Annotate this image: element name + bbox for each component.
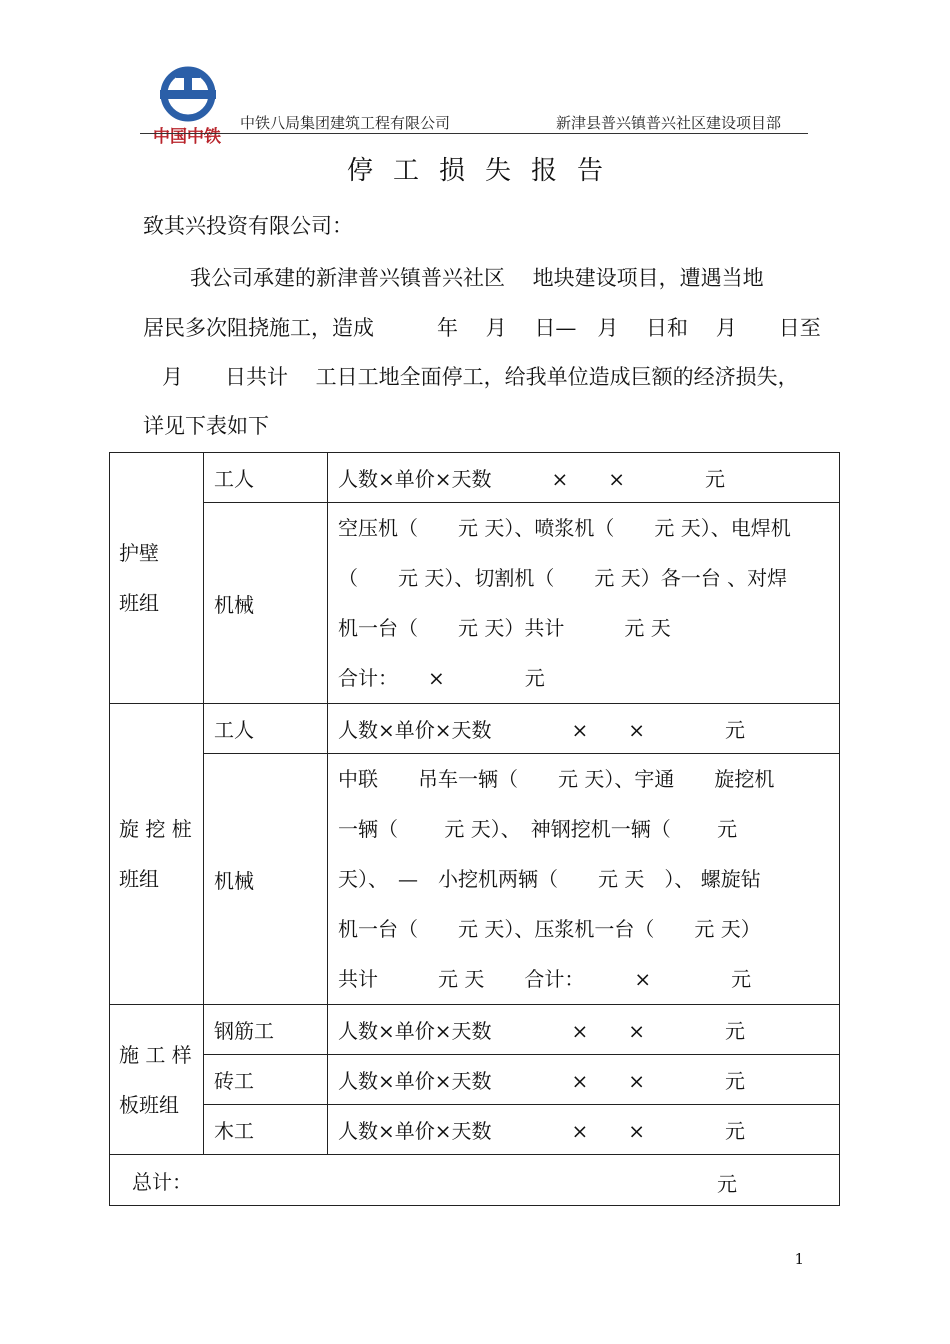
machine-content [328, 503, 840, 704]
row-type: 砖工 [204, 1055, 328, 1105]
group-label-line: 班组 [119, 591, 159, 615]
content-line: （ 元 天）、切割机（ 元 天）各一台 、对焊 [338, 566, 788, 590]
row-type: 钢筋工 [204, 1005, 328, 1055]
page-number: 1 [794, 1250, 804, 1268]
row-content: 人数×单价×天数 × × 元 [328, 704, 840, 754]
content-line: 中联 吊车一辆（ 元 天）、宇通 旋挖机 [338, 767, 775, 791]
crec-logo [140, 66, 235, 146]
group-label-line: 施 工 样 [119, 1042, 192, 1067]
row-type: 机械 [204, 754, 328, 1005]
body-line-3: 月 日共计 工日工地全面停工，给我单位造成巨额的经济损失， [162, 365, 799, 389]
group-label-line: 板班组 [119, 1092, 179, 1117]
loss-table [109, 452, 840, 1206]
body-line-1: 我公司承建的新津普兴镇普兴社区 地块建设项目，遭遇当地 [190, 266, 764, 290]
row-content: 人数×单价×天数 × × 元 [328, 1055, 840, 1105]
group-xuanwazhuang [110, 704, 204, 1005]
group-label-line: 护壁 [119, 541, 159, 565]
row-type: 工人 [204, 453, 328, 503]
body-line-2: 居民多次阻挠施工，造成 年 月 日— 月 日和 月 日至 [143, 316, 821, 340]
content-line: 机一台（ 元 天）共计 元 天 [338, 616, 671, 640]
content-line: 共计 元 天 合计： × 元 [338, 967, 752, 991]
content-line: 机一台（ 元 天）、压浆机一台（ 元 天） [338, 917, 761, 941]
content-line: 空压机（ 元 天）、喷浆机（ 元 天）、电焊机 [338, 516, 791, 540]
row-content: 人数×单价×天数 × × 元 [328, 453, 840, 503]
row-content: 人数×单价×天数 × × 元 [328, 1105, 840, 1155]
row-type: 工人 [204, 704, 328, 754]
row-type: 机械 [204, 503, 328, 704]
salutation: 致其兴投资有限公司： [143, 214, 353, 238]
total-unit: 元 [717, 1172, 737, 1196]
machine-content [328, 754, 840, 1005]
logo-text: 中国中铁 [153, 127, 221, 146]
row-content: 人数×单价×天数 × × 元 [328, 1005, 840, 1055]
row-type: 木工 [204, 1105, 328, 1155]
group-hubi [110, 453, 204, 704]
svg-text:CREC: CREC [175, 102, 201, 112]
company-name-left: 中铁八局集团建筑工程有限公司 [240, 114, 451, 132]
body-line-4: 详见下表如下 [143, 414, 269, 438]
content-line: 合计： × 元 [338, 666, 545, 690]
group-shigongyangban [110, 1005, 204, 1155]
total-row [110, 1155, 840, 1206]
header-divider [140, 133, 808, 134]
group-label-line: 旋 挖 桩 [119, 817, 192, 841]
company-name-right: 新津县普兴镇普兴社区建设项目部 [556, 114, 782, 132]
report-title: 停工损失报告 [346, 156, 623, 186]
content-line: 天）、 — 小挖机两辆（ 元 天 ）、 螺旋钻 [338, 867, 761, 891]
content-line: 一辆（ 元 天）、 神钢挖机一辆（ 元 [338, 817, 738, 841]
total-label: 总计： [132, 1169, 192, 1194]
group-label-line: 班组 [119, 867, 159, 891]
